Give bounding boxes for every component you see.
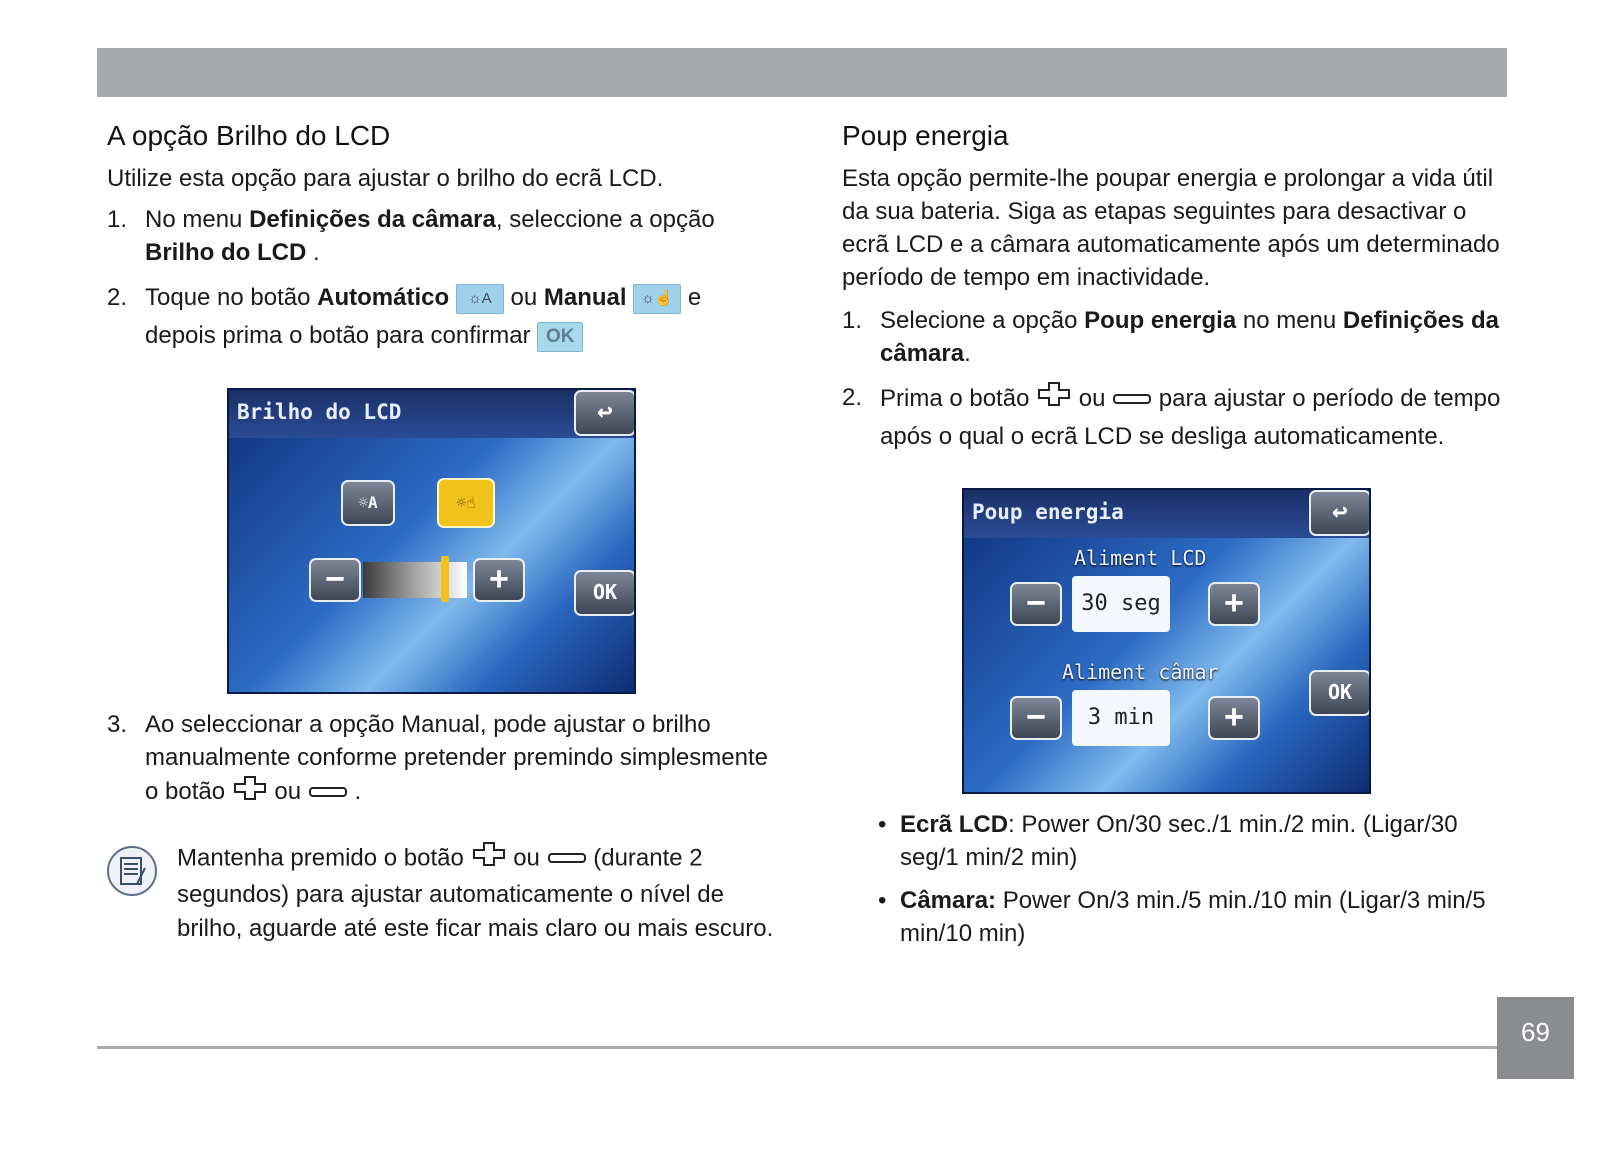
note-text bbox=[177, 840, 777, 946]
footer-rule bbox=[97, 1046, 1497, 1049]
lcd-power-value: 30 seg bbox=[1072, 576, 1170, 632]
back-button[interactable]: ↩ bbox=[574, 390, 636, 436]
lcd-brightness-screen bbox=[227, 388, 636, 694]
step-text: ou bbox=[503, 284, 544, 311]
option-name: Brilho do LCD bbox=[145, 239, 307, 266]
right-column bbox=[842, 120, 1507, 947]
step-text: Selecione a opção bbox=[880, 307, 1085, 334]
lcd-minus-button[interactable]: − bbox=[1010, 582, 1062, 626]
note-text-part: (durante 2 segundos) para ajustar automaticamente o nível de brilho, aguarde até este ficar mais claro ou mais escuro. bbox=[177, 844, 774, 942]
lcd-plus-button[interactable]: + bbox=[1208, 582, 1260, 626]
lcd-power-label: Aliment LCD bbox=[1074, 546, 1207, 570]
screen-title: Poup energia bbox=[972, 500, 1124, 524]
option-values: Power On/3 min./5 min./10 min (Ligar/3 min/5 min/10 min) bbox=[900, 887, 1486, 947]
step-number: 3. bbox=[107, 711, 128, 738]
minus-button[interactable]: − bbox=[309, 558, 361, 602]
steps-list bbox=[842, 304, 1507, 455]
camera-power-value: 3 min bbox=[1072, 690, 1170, 746]
ok-button[interactable]: OK bbox=[1309, 670, 1371, 716]
option-name: Poup energia bbox=[1084, 307, 1237, 334]
auto-label: Automático bbox=[317, 284, 450, 311]
intro-text: Esta opção permite-lhe poupar energia e prolongar a vida útil da sua bateria. Siga as etapas seguintes para desactivar o ecrã LCD e a câmara automaticamente após um determinado período de tempo em inactividade. bbox=[842, 165, 1500, 291]
section-heading-brilho: A opção Brilho do LCD bbox=[107, 120, 391, 151]
step-1 bbox=[107, 203, 777, 269]
steps-list-continued bbox=[107, 708, 777, 821]
note-block bbox=[107, 840, 777, 946]
camera-plus-button[interactable]: + bbox=[1208, 696, 1260, 740]
step-text: , seleccione a opção bbox=[495, 206, 715, 233]
step-text: ou bbox=[267, 777, 308, 805]
back-button[interactable]: ↩ bbox=[1309, 490, 1371, 536]
step-text: Prima o botão bbox=[880, 384, 1037, 412]
plus-outline-icon bbox=[232, 774, 268, 811]
step-text: . bbox=[964, 340, 971, 367]
ok-button[interactable]: OK bbox=[574, 570, 636, 616]
auto-mode-button[interactable]: ☼A bbox=[341, 480, 395, 526]
plus-outline-icon bbox=[1036, 380, 1072, 419]
note-text-part: Mantenha premido o botão bbox=[177, 844, 471, 872]
camera-minus-button[interactable]: − bbox=[1010, 696, 1062, 740]
minus-outline-icon bbox=[1112, 382, 1152, 418]
menu-name: Definições da câmara bbox=[249, 206, 496, 233]
camera-power-label: Aliment câmar bbox=[1062, 660, 1219, 684]
option-title: Câmara: bbox=[900, 887, 997, 914]
power-save-screen bbox=[962, 488, 1371, 794]
step-text: No menu bbox=[145, 206, 250, 233]
manual-brightness-icon: ☼☝ bbox=[633, 284, 681, 314]
note-icon bbox=[107, 846, 157, 896]
step-text: . bbox=[347, 777, 362, 805]
intro-text: Utilize esta opção para ajustar o brilho do ecrã LCD. bbox=[107, 165, 664, 192]
step-text: no menu bbox=[1236, 307, 1343, 334]
step-number: 1. bbox=[107, 206, 128, 233]
option-values: : Power On/30 sec./1 min./2 min. (Ligar/30 seg/1 min/2 min) bbox=[900, 811, 1458, 871]
step-text: Ao seleccionar a opção Manual, pode ajustar o brilho manualmente conforme pretender premindo simplesmente o botão bbox=[145, 711, 768, 805]
step-number: 1. bbox=[842, 307, 863, 334]
option-title: Ecrã LCD bbox=[900, 811, 1009, 838]
page-number: 69 bbox=[1497, 997, 1574, 1079]
option-item bbox=[878, 808, 1498, 874]
step-2 bbox=[842, 380, 1507, 455]
brightness-slider[interactable] bbox=[363, 562, 467, 598]
step-text: Toque no botão bbox=[145, 284, 318, 311]
step-2 bbox=[107, 279, 777, 355]
minus-outline-icon bbox=[308, 776, 348, 809]
step-1 bbox=[842, 304, 1507, 370]
step-number: 2. bbox=[107, 284, 128, 311]
menu-name: Definições da câmara bbox=[880, 307, 1499, 367]
header-bar bbox=[97, 48, 1507, 97]
ok-chip-icon: OK bbox=[537, 322, 583, 352]
step-text: para ajustar o período de tempo após o qual o ecrã LCD se desliga automaticamente. bbox=[880, 384, 1501, 450]
steps-list bbox=[107, 203, 777, 355]
manual-mode-button[interactable]: ☼☝ bbox=[437, 478, 495, 528]
step-3 bbox=[107, 708, 777, 811]
auto-brightness-icon: ☼A bbox=[456, 284, 504, 314]
section-heading-poup: Poup energia bbox=[842, 120, 1009, 151]
screen-title: Brilho do LCD bbox=[237, 400, 402, 424]
options-list bbox=[878, 808, 1498, 960]
option-item bbox=[878, 884, 1498, 950]
step-text: . bbox=[306, 239, 320, 266]
note-text-part: ou bbox=[506, 844, 547, 872]
step-text: e depois prima o botão para confirmar bbox=[145, 284, 702, 349]
plus-outline-icon bbox=[471, 840, 507, 878]
step-text: ou bbox=[1072, 384, 1113, 412]
manual-label: Manual bbox=[543, 284, 627, 311]
slider-handle[interactable] bbox=[441, 556, 449, 602]
step-number: 2. bbox=[842, 384, 863, 411]
left-column bbox=[107, 120, 777, 805]
plus-button[interactable]: + bbox=[473, 558, 525, 602]
minus-outline-icon bbox=[547, 842, 587, 876]
